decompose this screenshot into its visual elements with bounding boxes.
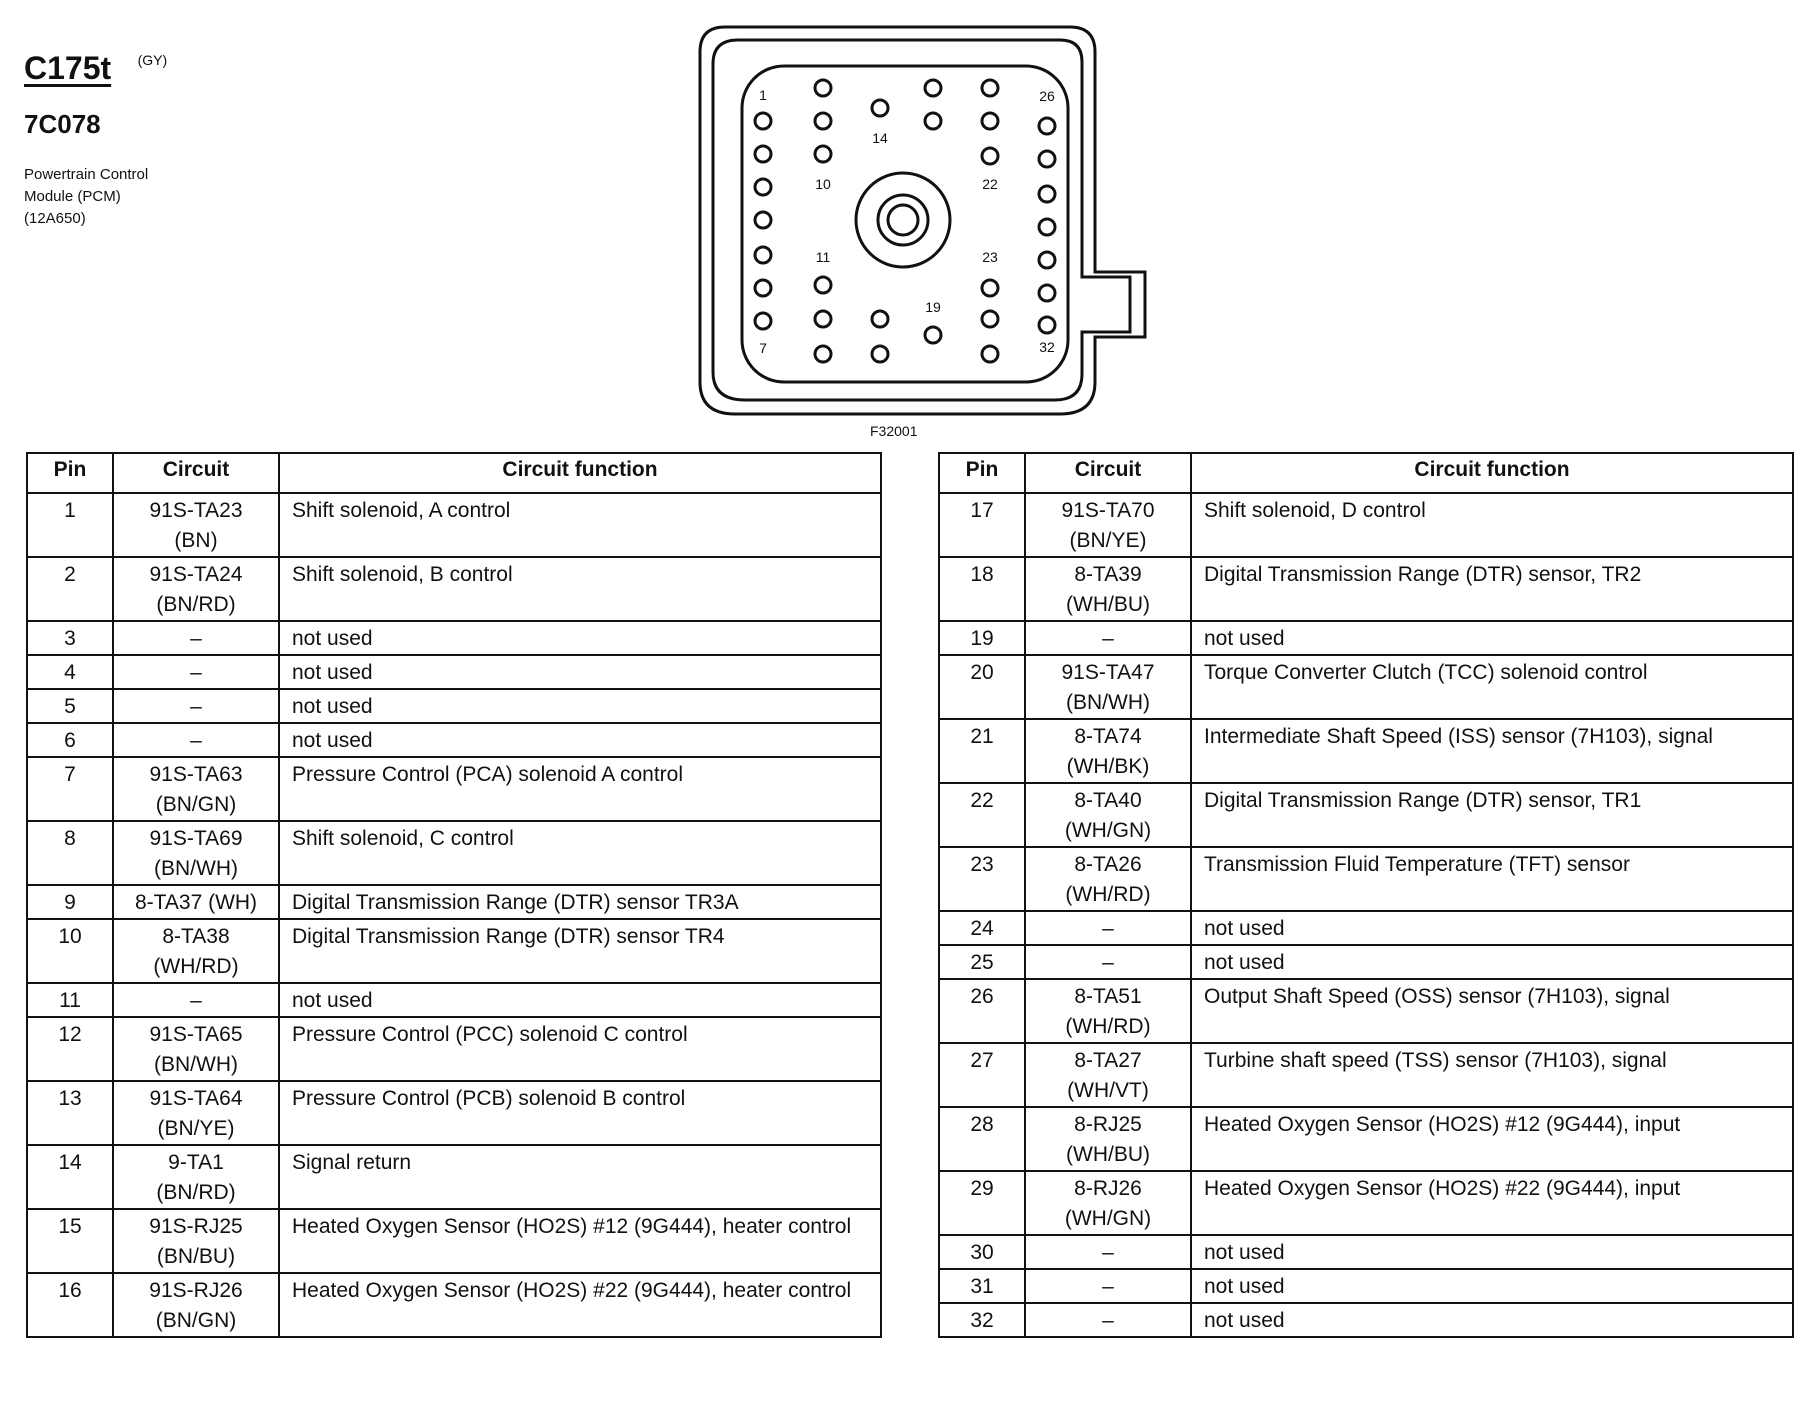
table-row [27,1145,881,1209]
circuit-cell: 8-TA27 (WH/VT) [1025,1043,1191,1107]
pin-hole [755,146,771,162]
pin-cell: 2 [27,557,113,621]
pin-hole [982,280,998,296]
pin-cell: 20 [939,655,1025,719]
function-cell: not used [1191,945,1793,979]
circuit-cell: 91S-RJ26 (BN/GN) [113,1273,279,1337]
table-row [939,1303,1793,1337]
pin-cell: 21 [939,719,1025,783]
circuit-cell: – [113,655,279,689]
table-row [27,689,881,723]
function-cell: Shift solenoid, D control [1191,493,1793,557]
circuit-cell: – [113,689,279,723]
center-key-inner [888,205,918,235]
figure-id: F32001 [870,423,918,439]
pin-cell: 14 [27,1145,113,1209]
circuit-cell: – [1025,911,1191,945]
pin-hole [982,80,998,96]
pin-cell: 26 [939,979,1025,1043]
circuit-cell: 91S-TA23 (BN) [113,493,279,557]
pin-cell: 22 [939,783,1025,847]
table-row [939,945,1793,979]
function-cell: not used [279,655,881,689]
table-row [939,847,1793,911]
circuit-cell: – [1025,621,1191,655]
table-row [939,1171,1793,1235]
pinout-table-right [938,452,1794,1338]
pin-cell: 24 [939,911,1025,945]
connector-color: (GY) [137,52,168,68]
table-row [939,1269,1793,1303]
pin-cell: 27 [939,1043,1025,1107]
pin-label: 22 [982,176,998,192]
pin-label: 23 [982,249,998,265]
pin-hole [815,113,831,129]
table-row [27,655,881,689]
function-cell: Heated Oxygen Sensor (HO2S) #22 (9G444), heater control [279,1273,881,1337]
header-circuit: Circuit [113,453,279,493]
table-row [939,493,1793,557]
pin-cell: 4 [27,655,113,689]
circuit-cell: 8-TA51 (WH/RD) [1025,979,1191,1043]
pin-holes [755,80,1055,362]
function-cell: not used [279,621,881,655]
pin-cell: 1 [27,493,113,557]
pin-cell: 28 [939,1107,1025,1171]
pin-cell: 25 [939,945,1025,979]
table-row [27,983,881,1017]
function-cell: Signal return [279,1145,881,1209]
connector-diagram [660,22,1180,422]
function-cell: not used [1191,1303,1793,1337]
function-cell: not used [1191,621,1793,655]
table-row [27,919,881,983]
table-row [27,821,881,885]
pin-cell: 5 [27,689,113,723]
circuit-cell: 8-RJ25 (WH/BU) [1025,1107,1191,1171]
function-cell: not used [1191,911,1793,945]
pin-cell: 11 [27,983,113,1017]
pin-cell: 7 [27,757,113,821]
function-cell: Intermediate Shaft Speed (ISS) sensor (7H103), signal [1191,719,1793,783]
circuit-cell: – [1025,1303,1191,1337]
pin-label: 7 [759,340,767,356]
table-row [939,655,1793,719]
pin-hole [1039,317,1055,333]
pin-hole [1039,118,1055,134]
pin-hole [872,100,888,116]
pin-hole [982,113,998,129]
circuit-cell: 91S-TA64 (BN/YE) [113,1081,279,1145]
circuit-cell: – [113,723,279,757]
pin-label: 10 [815,176,831,192]
circuit-cell: 91S-TA63 (BN/GN) [113,757,279,821]
pin-cell: 10 [27,919,113,983]
module-description: Powertrain Control Module (PCM) (12A650) [24,166,149,227]
pin-hole [925,113,941,129]
center-key-outer [856,173,950,267]
pin-cell: 29 [939,1171,1025,1235]
pin-cell: 15 [27,1209,113,1273]
pin-hole [925,327,941,343]
table-header-row [27,453,881,493]
circuit-cell: 91S-TA65 (BN/WH) [113,1017,279,1081]
circuit-cell: 91S-TA69 (BN/WH) [113,821,279,885]
pin-hole [755,247,771,263]
pin-hole [982,148,998,164]
pin-cell: 12 [27,1017,113,1081]
pin-cell: 19 [939,621,1025,655]
table-row [939,911,1793,945]
circuit-cell: 8-TA37 (WH) [113,885,279,919]
pin-hole [755,313,771,329]
function-cell: Output Shaft Speed (OSS) sensor (7H103), signal [1191,979,1793,1043]
function-cell: Heated Oxygen Sensor (HO2S) #12 (9G444), input [1191,1107,1793,1171]
function-cell: Turbine shaft speed (TSS) sensor (7H103), signal [1191,1043,1793,1107]
pin-cell: 16 [27,1273,113,1337]
function-cell: Shift solenoid, B control [279,557,881,621]
part-number: 7C078 [24,109,101,139]
header-function: Circuit function [1191,453,1793,493]
table-row [27,1081,881,1145]
pin-hole [1039,219,1055,235]
circuit-cell: – [1025,945,1191,979]
pin-cell: 13 [27,1081,113,1145]
pin-hole [982,311,998,327]
pin-hole [815,80,831,96]
pin-label: 11 [815,249,831,265]
header-circuit: Circuit [1025,453,1191,493]
pin-cell: 3 [27,621,113,655]
header-pin: Pin [939,453,1025,493]
pin-hole [755,113,771,129]
connector-face [742,66,1068,382]
function-cell: Pressure Control (PCA) solenoid A control [279,757,881,821]
pin-hole [1039,186,1055,202]
function-cell: Digital Transmission Range (DTR) sensor TR4 [279,919,881,983]
circuit-cell: 91S-TA70 (BN/YE) [1025,493,1191,557]
pin-hole [815,146,831,162]
pin-cell: 8 [27,821,113,885]
function-cell: Shift solenoid, A control [279,493,881,557]
table-row [27,723,881,757]
function-cell: Pressure Control (PCB) solenoid B control [279,1081,881,1145]
pin-hole [982,346,998,362]
table-header-row [939,453,1793,493]
function-cell: not used [1191,1269,1793,1303]
circuit-cell: – [113,621,279,655]
pin-hole [815,346,831,362]
table-row [27,557,881,621]
table-row [939,783,1793,847]
pin-cell: 18 [939,557,1025,621]
pin-hole [1039,285,1055,301]
table-row [27,1273,881,1337]
pin-hole [872,311,888,327]
function-cell: Digital Transmission Range (DTR) sensor, TR1 [1191,783,1793,847]
pin-hole [815,277,831,293]
table-row [27,621,881,655]
pin-hole [925,80,941,96]
circuit-cell: 8-TA74 (WH/BK) [1025,719,1191,783]
pin-cell: 23 [939,847,1025,911]
pin-cell: 17 [939,493,1025,557]
connector-header [24,50,167,230]
circuit-cell: 8-TA39 (WH/BU) [1025,557,1191,621]
pin-hole [755,212,771,228]
table-row [939,621,1793,655]
function-cell: Pressure Control (PCC) solenoid C control [279,1017,881,1081]
pin-label: 19 [925,299,941,315]
function-cell: not used [279,723,881,757]
pin-hole [755,280,771,296]
pin-cell: 31 [939,1269,1025,1303]
circuit-cell: 8-RJ26 (WH/GN) [1025,1171,1191,1235]
pin-cell: 32 [939,1303,1025,1337]
circuit-cell: – [1025,1269,1191,1303]
table-row [27,1209,881,1273]
table-row [939,557,1793,621]
pin-cell: 6 [27,723,113,757]
function-cell: not used [279,689,881,723]
pin-hole [1039,151,1055,167]
pin-label: 26 [1039,88,1055,104]
table-row [27,885,881,919]
table-row [939,979,1793,1043]
table-row [939,719,1793,783]
circuit-cell: 8-TA40 (WH/GN) [1025,783,1191,847]
circuit-cell: 91S-TA47 (BN/WH) [1025,655,1191,719]
header-pin: Pin [27,453,113,493]
circuit-cell: 8-TA26 (WH/RD) [1025,847,1191,911]
connector-id: C175t [24,50,112,86]
function-cell: Digital Transmission Range (DTR) sensor TR3A [279,885,881,919]
table-row [27,757,881,821]
table-row [27,1017,881,1081]
pin-hole [872,346,888,362]
pinout-table-left [26,452,882,1338]
pin-label: 1 [759,87,767,103]
pin-cell: 30 [939,1235,1025,1269]
function-cell: Torque Converter Clutch (TCC) solenoid control [1191,655,1793,719]
pin-hole [755,179,771,195]
pin-label: 32 [1039,339,1055,355]
circuit-cell: 91S-RJ25 (BN/BU) [113,1209,279,1273]
pin-label: 14 [872,130,888,146]
table-row [939,1043,1793,1107]
header-function: Circuit function [279,453,881,493]
table-row [27,493,881,557]
circuit-cell: – [113,983,279,1017]
function-cell: not used [279,983,881,1017]
pin-cell: 9 [27,885,113,919]
table-row [939,1235,1793,1269]
function-cell: Digital Transmission Range (DTR) sensor, TR2 [1191,557,1793,621]
circuit-cell: 91S-TA24 (BN/RD) [113,557,279,621]
function-cell: Heated Oxygen Sensor (HO2S) #22 (9G444), input [1191,1171,1793,1235]
circuit-cell: 8-TA38 (WH/RD) [113,919,279,983]
pin-hole [1039,252,1055,268]
pin-hole [815,311,831,327]
function-cell: not used [1191,1235,1793,1269]
table-row [939,1107,1793,1171]
circuit-cell: 9-TA1 (BN/RD) [113,1145,279,1209]
center-key-mid [878,195,928,245]
circuit-cell: – [1025,1235,1191,1269]
function-cell: Heated Oxygen Sensor (HO2S) #12 (9G444), heater control [279,1209,881,1273]
function-cell: Shift solenoid, C control [279,821,881,885]
function-cell: Transmission Fluid Temperature (TFT) sensor [1191,847,1793,911]
